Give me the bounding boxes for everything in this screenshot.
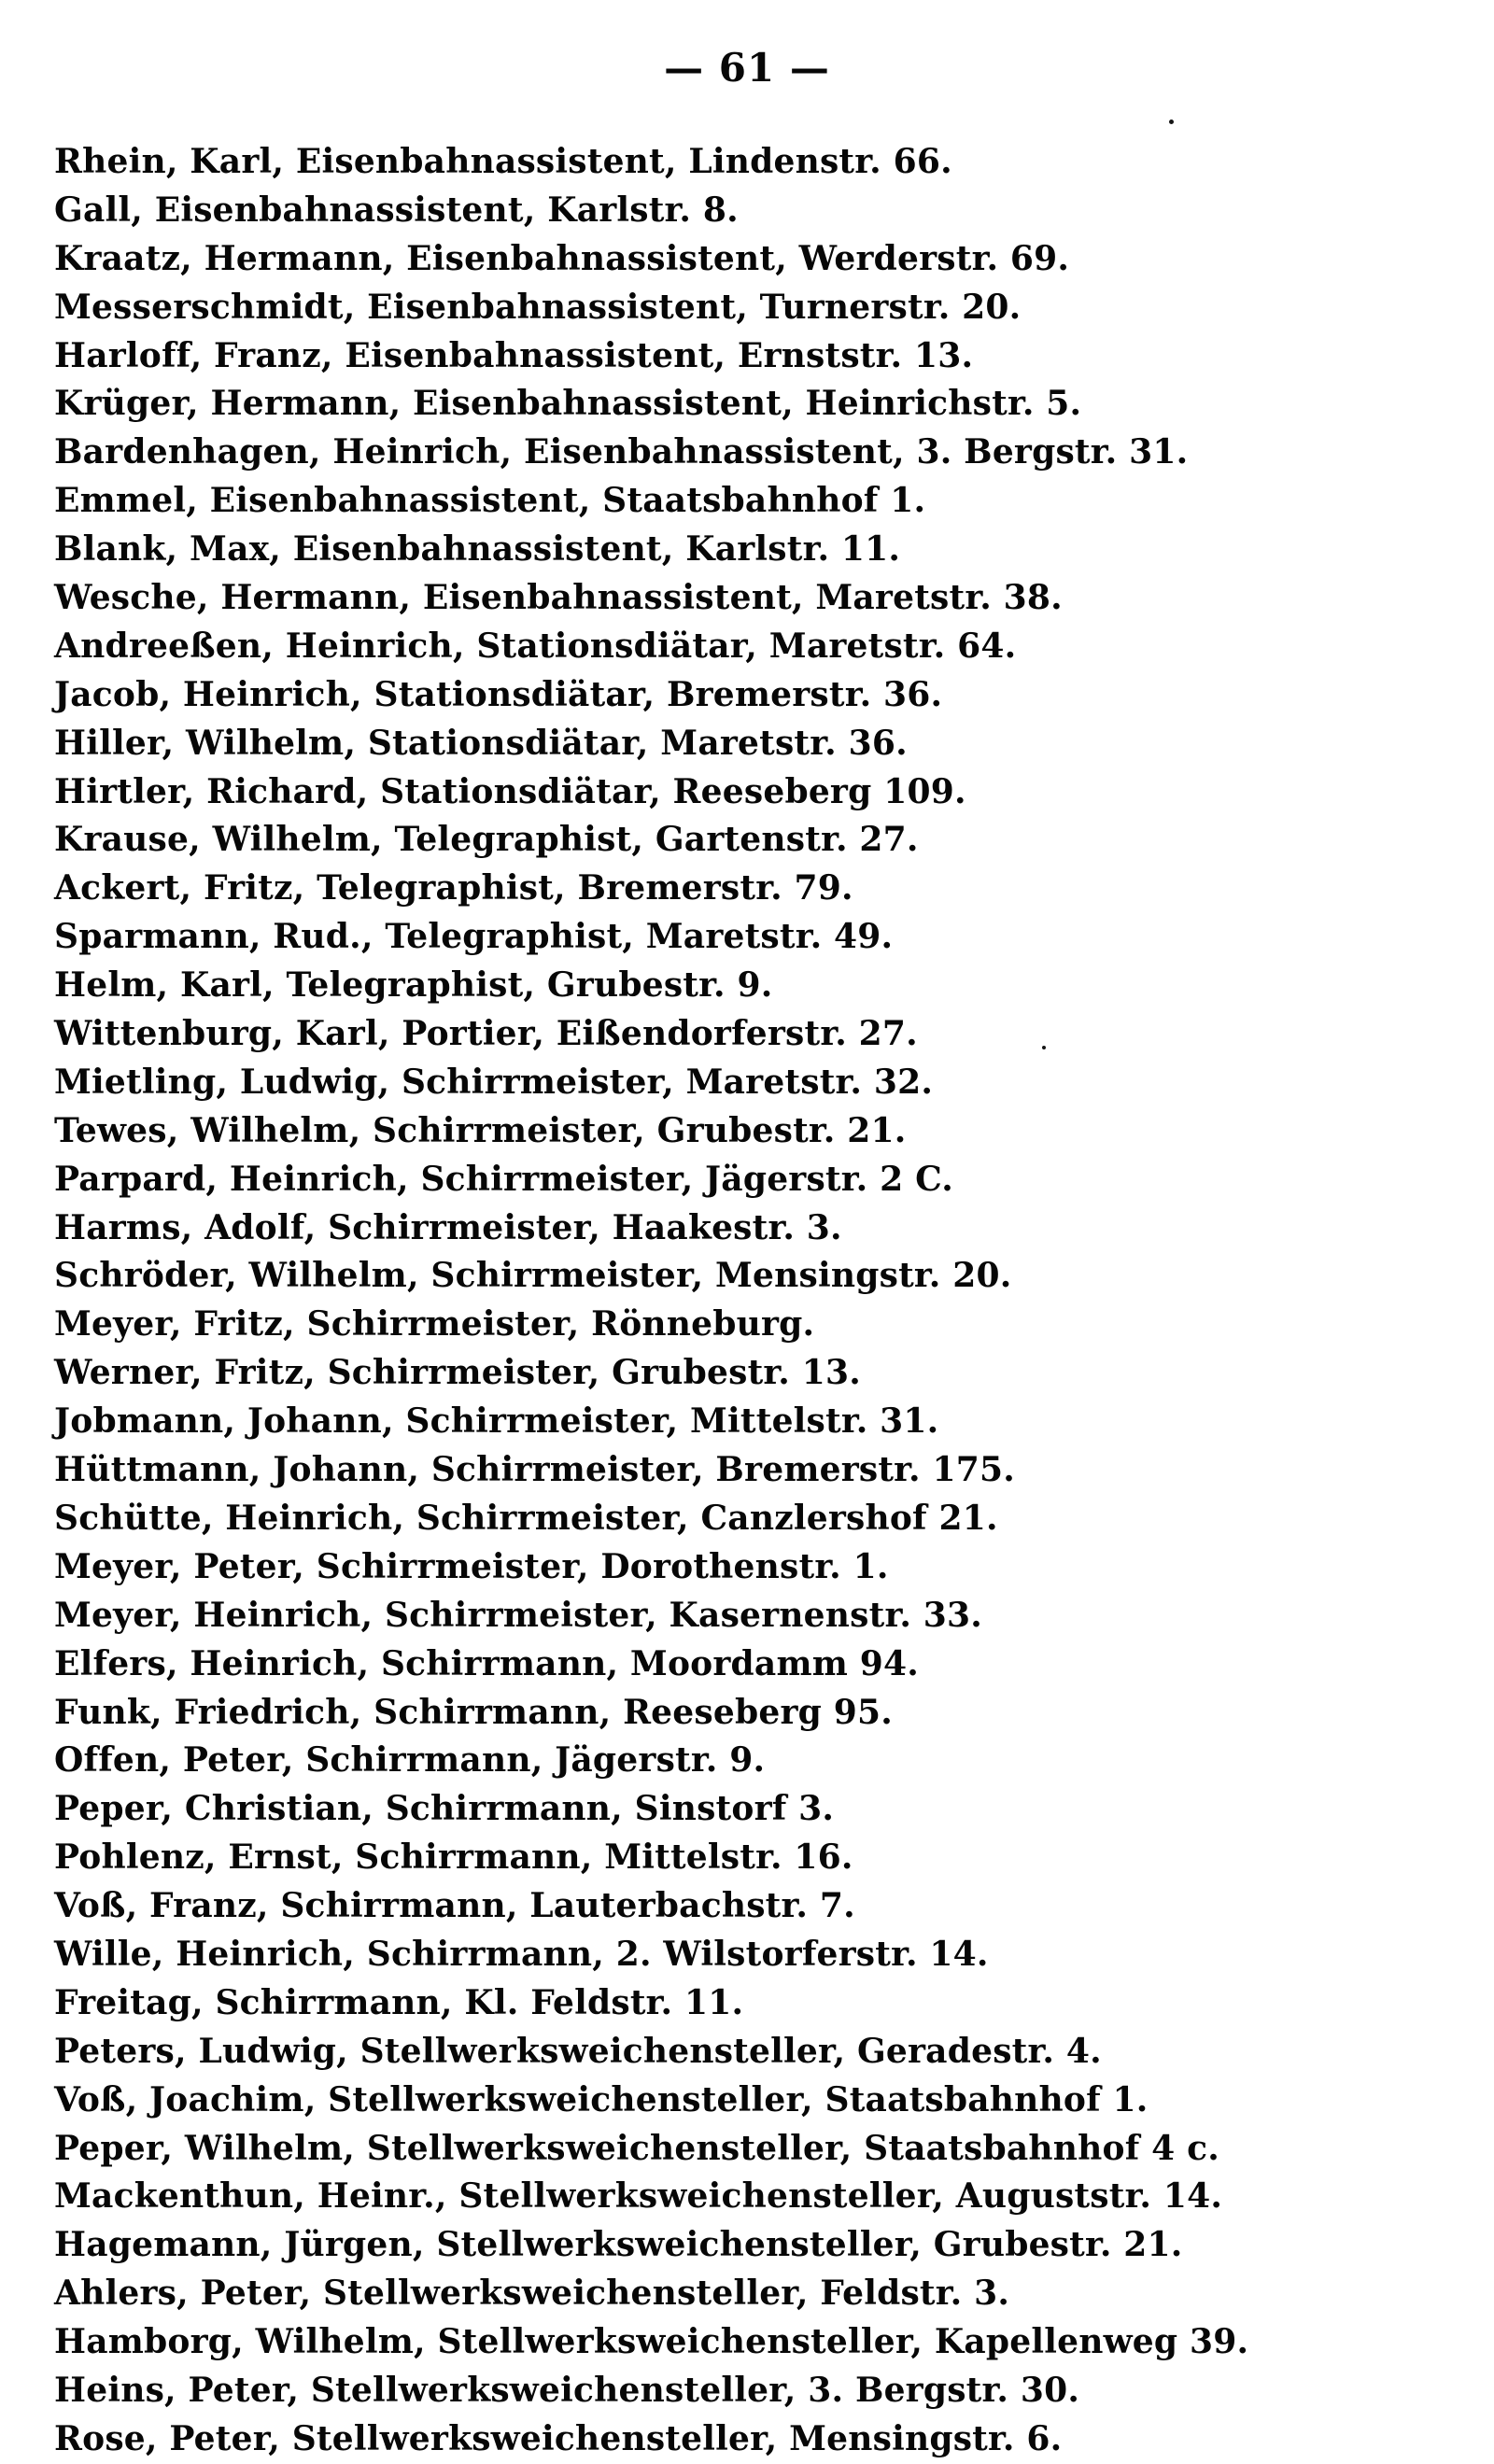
directory-entry: Messerschmidt, Eisenbahnassistent, Turnerstr. 20. xyxy=(54,287,1022,327)
directory-entry: Hirtler, Richard, Stationsdiätar, Reeseberg 109. xyxy=(54,771,966,811)
directory-entry: Freitag, Schirrmann, Kl. Feldstr. 11. xyxy=(54,1982,744,2022)
directory-entry: Wesche, Hermann, Eisenbahnassistent, Maretstr. 38. xyxy=(54,578,1063,618)
directory-entry: Hiller, Wilhelm, Stationsdiätar, Maretstr. 36. xyxy=(54,723,908,763)
directory-entry: Schröder, Wilhelm, Schirrmeister, Mensingstr. 20. xyxy=(54,1256,1012,1296)
directory-entry: Hagemann, Jürgen, Stellwerksweichensteller, Grubestr. 21. xyxy=(54,2225,1183,2265)
directory-entry: Emmel, Eisenbahnassistent, Staatsbahnhof 1. xyxy=(54,481,926,521)
directory-entry: Schütte, Heinrich, Schirrmeister, Canzlershof 21. xyxy=(54,1498,998,1538)
directory-entry: Mietling, Ludwig, Schirrmeister, Maretstr. 32. xyxy=(54,1062,934,1102)
directory-entry: Meyer, Heinrich, Schirrmeister, Kasernenstr. 33. xyxy=(54,1595,983,1635)
directory-entry: Kraatz, Hermann, Eisenbahnassistent, Werderstr. 69. xyxy=(54,238,1070,278)
directory-entry: Harms, Adolf, Schirrmeister, Haakestr. 3. xyxy=(54,1207,842,1247)
directory-entry: Peper, Wilhelm, Stellwerksweichensteller, Staatsbahnhof 4 c. xyxy=(54,2128,1219,2168)
directory-entry: Meyer, Fritz, Schirrmeister, Rönneburg. xyxy=(54,1304,815,1345)
directory-entry: Voß, Joachim, Stellwerksweichensteller, Staatsbahnhof 1. xyxy=(54,2079,1149,2119)
directory-entry: Peters, Ludwig, Stellwerksweichensteller, Geradestr. 4. xyxy=(54,2031,1102,2071)
directory-entry: Andreeßen, Heinrich, Stationsdiätar, Maretstr. 64. xyxy=(54,626,1017,666)
directory-entry: Elfers, Heinrich, Schirrmann, Moordamm 94. xyxy=(54,1643,919,1683)
directory-entry: Hüttmann, Johann, Schirrmeister, Bremerstr. 175. xyxy=(54,1450,1015,1490)
directory-entry: Harloff, Franz, Eisenbahnassistent, Ernststr. 13. xyxy=(54,335,974,375)
directory-entry: Werner, Fritz, Schirrmeister, Grubestr. 13. xyxy=(54,1353,861,1393)
directory-entry: Gall, Eisenbahnassistent, Karlstr. 8. xyxy=(54,190,739,230)
directory-entry: Voß, Franz, Schirrmann, Lauterbachstr. 7. xyxy=(54,1886,855,1926)
directory-entry: Hamborg, Wilhelm, Stellwerksweichensteller, Kapellenweg 39. xyxy=(54,2322,1249,2362)
directory-entry: Wille, Heinrich, Schirrmann, 2. Wilstorferstr. 14. xyxy=(54,1934,989,1974)
directory-entry: Ackert, Fritz, Telegraphist, Bremerstr. 79. xyxy=(54,868,853,908)
directory-entry: Meyer, Peter, Schirrmeister, Dorothenstr. 1. xyxy=(54,1546,889,1586)
directory-entry: Rhein, Karl, Eisenbahnassistent, Lindenstr. 66. xyxy=(54,142,952,181)
directory-entry: Mackenthun, Heinr., Stellwerksweichensteller, Auguststr. 14. xyxy=(54,2176,1223,2217)
directory-entry: Krause, Wilhelm, Telegraphist, Gartenstr. 27. xyxy=(54,820,919,860)
directory-list xyxy=(54,138,1464,2464)
directory-entry: Helm, Karl, Telegraphist, Grubestr. 9. xyxy=(54,965,773,1006)
directory-entry: Offen, Peter, Schirrmann, Jägerstr. 9. xyxy=(54,1740,766,1781)
directory-entry: Jacob, Heinrich, Stationsdiätar, Bremerstr. 36. xyxy=(54,674,943,714)
directory-entry: Sparmann, Rud., Telegraphist, Maretstr. 49. xyxy=(54,917,894,957)
directory-entry: Jobmann, Johann, Schirrmeister, Mittelstr. 31. xyxy=(54,1401,939,1442)
directory-entry: Tewes, Wilhelm, Schirrmeister, Grubestr. 21. xyxy=(54,1110,907,1150)
directory-entry: Pohlenz, Ernst, Schirrmann, Mittelstr. 16. xyxy=(54,1837,853,1878)
print-speck xyxy=(1042,1046,1046,1049)
directory-entry: Heins, Peter, Stellwerksweichensteller, 3. Bergstr. 30. xyxy=(54,2370,1080,2410)
page-number: — 61 — xyxy=(664,45,830,91)
directory-entry: Krüger, Hermann, Eisenbahnassistent, Heinrichstr. 5. xyxy=(54,384,1082,424)
directory-entry: Wittenburg, Karl, Portier, Eißendorferstr. 27. xyxy=(54,1014,918,1054)
directory-entry: Bardenhagen, Heinrich, Eisenbahnassistent, 3. Bergstr. 31. xyxy=(54,432,1189,472)
directory-entry: Parpard, Heinrich, Schirrmeister, Jägerstr. 2 C. xyxy=(54,1159,954,1199)
directory-entry: Funk, Friedrich, Schirrmann, Reeseberg 95. xyxy=(54,1692,893,1732)
directory-entry: Ahlers, Peter, Stellwerksweichensteller, Feldstr. 3. xyxy=(54,2274,1010,2314)
directory-entry: Peper, Christian, Schirrmann, Sinstorf 3. xyxy=(54,1789,835,1829)
print-speck xyxy=(1169,120,1174,124)
directory-entry: Blank, Max, Eisenbahnassistent, Karlstr. 11. xyxy=(54,529,901,570)
directory-entry: Rose, Peter, Stellwerksweichensteller, Mensingstr. 6. xyxy=(54,2418,1063,2458)
